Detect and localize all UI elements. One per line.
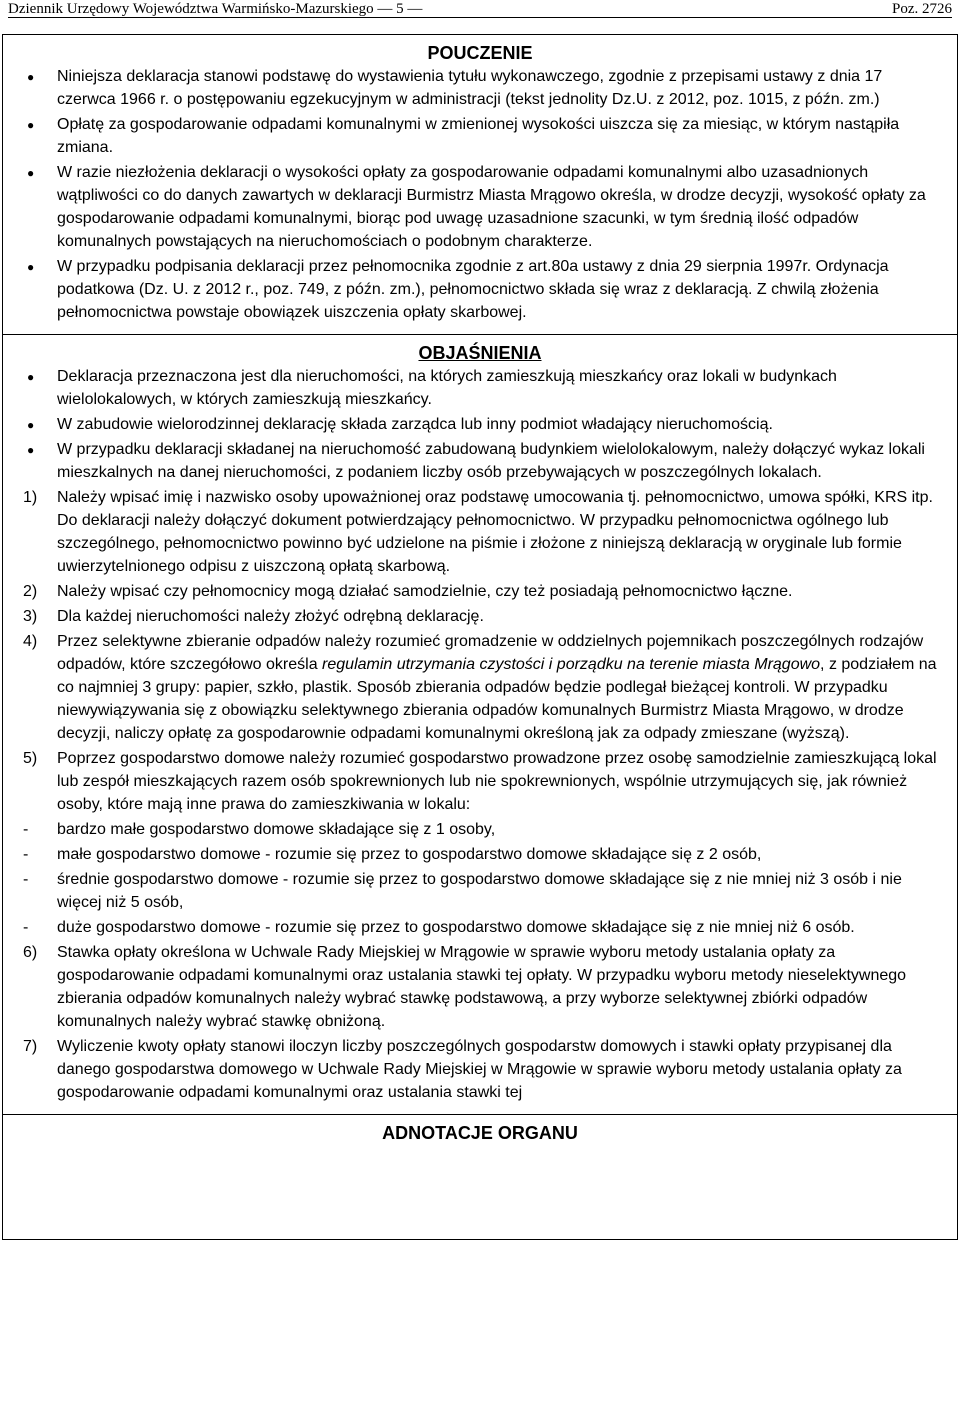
page-header	[8, 0, 952, 20]
objasnienia-bullet: ● W przypadku deklaracji składanej na nieruchomość zabudowaną budynkiem wielolokalowym, należy dołączyć wykaz lokali mieszkalnych na danej nieruchomości, z podaniem liczby osób przebywających w poszczególnych lokalach.	[27, 441, 925, 481]
footnote-7: 7) Wyliczenie kwoty opłaty stanowi iloczyn liczby poszczególnych gospodarstw domowych i stawki opłaty przypisanej dla danego gospodarstwa domowego w Uchwale Rady Miejskiej w Mrągowie w sprawie wyboru metody ustalania opłaty za gospodarowanie odpadami komunalnymi oraz ustalania stawki tej	[23, 1038, 902, 1101]
bullet-icon: ●	[27, 443, 35, 457]
objasnienia-bullet: ● W zabudowie wielorodzinnej deklarację składa zarządca lub inny podmiot władający nieruchomością.	[57, 413, 943, 436]
footnote-4: 4) Przez selektywne zbieranie odpadów należy rozumieć gromadzenie w oddzielnych pojemnikach poszczególnych rodzajów odpadów, które szczegółowo określa regulamin utrzymania czystości i porządku na terenie miasta Mrągowo, z podziałem na co najmniej 3 grupy: papier, szkło, plastik. Sposób zbierania odpadów będzie podlegał bieżącej kontroli. W przypadku niewywiązywania się z obowiązku selektywnego zbierania odpadów komunalnych Burmistrz Miasta Mrągowo, w drodze decyzji, naliczy opłatę za gospodarownie odpadami komunalnymi określoną jak za odpady zmieszane (wyższą).	[23, 633, 937, 742]
footnote-3: 3) Dla każdej nieruchomości należy złożyć odrębną deklarację.	[23, 608, 484, 625]
household-item: - małe gospodarstwo domowe - rozumie się przez to gospodarstwo domowe składające się z 2 osób,	[23, 846, 762, 863]
bullet-icon: ●	[27, 70, 35, 84]
pouczenie-item: ● W przypadku podpisania deklaracji przez pełnomocnika zgodnie z art.80a ustawy z dnia 29 sierpnia 1997r. Ordynacja podatkowa (Dz. U. z 2012 r., poz. 749, z późn. zm.), pełnomocnictwo składa się wraz z deklaracją. Z chwilą złożenia pełnomocnictwa powstaje obowiązek uiszczenia opłaty skarbowej.	[27, 258, 889, 321]
adnotacje-section	[2, 1115, 958, 1240]
household-item: - średnie gospodarstwo domowe - rozumie się przez to gospodarstwo domowe składające się z nie mniej niż 3 osób i nie więcej niż 5 osób,	[23, 871, 902, 911]
document-body	[0, 34, 960, 1240]
footnote-6: 6) Stawka opłaty określona w Uchwale Rady Miejskiej w Mrągowie w sprawie wyboru metody ustalania opłaty za gospodarowanie odpadami komunalnymi oraz ustalania stawki tej opłaty. W przypadku wyboru metody nieselektywnego zbierania odpadów komunalnych należy wybrać stawkę podstawową, a przy wyborze selektywnej zbiórki odpadów komunalnych należy wybrać stawkę obniżoną.	[23, 944, 907, 1030]
bullet-icon: ●	[27, 370, 35, 384]
objasnienia-title: OBJAŚNIENIA	[418, 343, 542, 363]
pouczenie-item: ● Opłatę za gospodarowanie odpadami komunalnymi w zmienionej wysokości uiszcza się za miesiąc, w którym nastąpiła zmiana.	[27, 116, 900, 156]
footnote-1: 1) Należy wpisać imię i nazwisko osoby upoważnionej oraz podstawę umocowania tj. pełnomocnictwo, umowa spółki, KRS itp. Do deklaracji należy dołączyć dokument potwierdzający pełnomocnictwo. W przypadku pełnomocnictwa ogólnego lub szczególnego, pełnomocnictwo powinno być udzielone na piśmie i złożone z niniejszą deklaracją w oryginale lub formie uwierzytelnionego odpisu z uiszczoną opłatą skarbową.	[23, 489, 933, 575]
objasnienia-bullet: ● Deklaracja przeznaczona jest dla nieruchomości, na których zamieszkują mieszkańcy oraz lokali w budynkach wielolokalowych, w których zamieszkują mieszkańcy.	[27, 368, 837, 408]
footnote-2: 2) Należy wpisać czy pełnomocnicy mogą działać samodzielnie, czy też posiadają pełnomocnictwo łączne.	[23, 583, 793, 600]
bullet-icon: ●	[27, 166, 35, 180]
bullet-icon: ●	[27, 418, 35, 432]
pouczenie-title: POUCZENIE	[427, 43, 533, 63]
bullet-icon: ●	[27, 118, 35, 132]
bullet-icon: ●	[27, 260, 35, 274]
pouczenie-section	[2, 34, 958, 335]
household-item: - bardzo małe gospodarstwo domowe składające się z 1 osoby,	[23, 821, 496, 838]
position-number: Poz. 2726	[892, 1, 952, 17]
journal-title: Dziennik Urzędowy Województwa Warmińsko-Mazurskiego — 5 —	[8, 1, 423, 17]
header-rule	[8, 17, 952, 18]
footnote-5: 5) Poprzez gospodarstwo domowe należy rozumieć gospodarstwo prowadzone przez osobę samodzielnie zamieszkującą lokal lub zespół mieszkających razem osób spokrewnionych lub nie spokrewnionych, wspólnie utrzymujących się, jak również osoby, które mają inne prawa do zamieszkiwania w lokalu:	[23, 750, 937, 813]
pouczenie-item: ● Niniejsza deklaracja stanowi podstawę do wystawienia tytułu wykonawczego, zgodnie z przepisami ustawy z dnia 17 czerwca 1966 r. o postępowaniu egzekucyjnym w administracji (tekst jednolity Dz.U. z 2012, poz. 1015, z późn. zm.)	[27, 68, 883, 108]
pouczenie-item: ● W razie niezłożenia deklaracji o wysokości opłaty za gospodarowanie odpadami komunalnymi albo uzasadnionych wątpliwości co do danych zawartych w deklaracji Burmistrz Miasta Mrągowo określa, w drodze decyzji, wysokość opłaty za gospodarowanie odpadami komunalnymi, biorąc pod uwagę uzasadnione szacunki, w tym średnią ilość odpadów komunalnych powstających na nieruchomościach o podobnym charakterze.	[27, 164, 926, 250]
regulation-reference: regulamin utrzymania czystości i porządku na terenie miasta Mrągowo	[322, 656, 821, 673]
objasnienia-section	[2, 335, 958, 1115]
adnotacje-title: ADNOTACJE ORGANU	[382, 1123, 578, 1143]
household-item: - duże gospodarstwo domowe - rozumie się przez to gospodarstwo domowe składające się z nie mniej niż 6 osób.	[23, 919, 855, 936]
